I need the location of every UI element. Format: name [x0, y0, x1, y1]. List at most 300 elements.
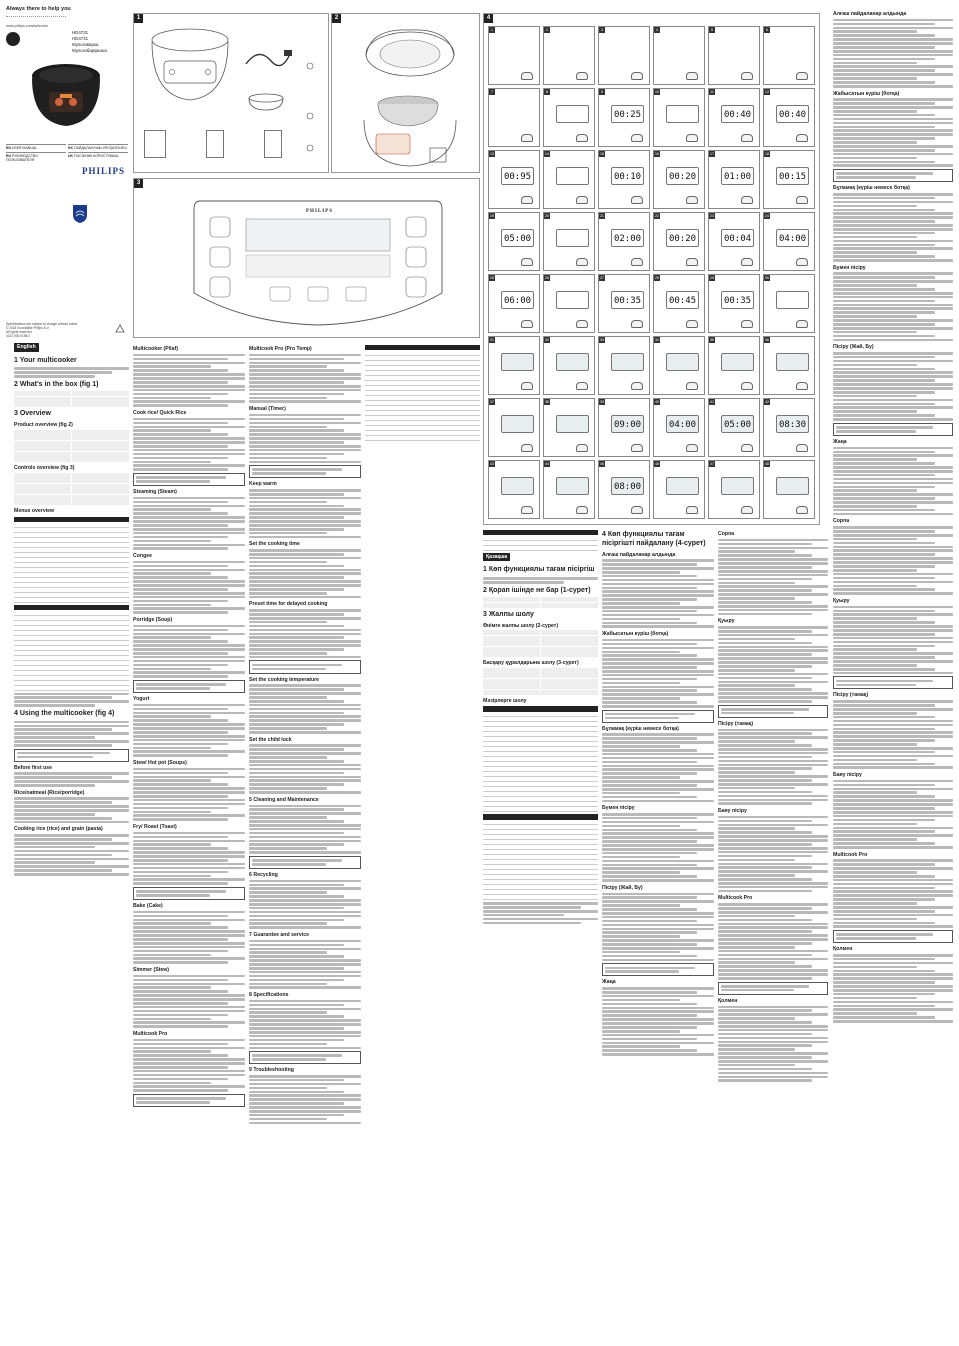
en-before-first-use: Before first use: [14, 764, 53, 771]
step-thumbnail: [653, 26, 705, 85]
section-heading: Сорпа: [833, 518, 850, 525]
display-readout: [556, 167, 589, 185]
lang-uk: UK ПОСІБНИК КОРИСТУВАЧА: [68, 152, 128, 158]
step-number: 17: [710, 152, 714, 156]
kk-menus-table-1: [483, 706, 598, 812]
display-readout: [611, 353, 644, 371]
section-heading: Сорпа: [718, 531, 735, 537]
display-readout: 00:10: [611, 167, 644, 185]
section-heading: Баяу пісіру: [833, 772, 862, 779]
display-readout: [611, 43, 644, 61]
en-product-overview: Product overview (fig 2): [14, 422, 73, 429]
finger-press-icon: [741, 258, 753, 266]
section-heading: Multicook Pro: [833, 851, 868, 858]
section-heading: Алғаш пайдаланар алдында: [833, 11, 907, 17]
display-readout: [776, 353, 809, 371]
step-number: 27: [600, 276, 604, 280]
finger-press-icon: [741, 444, 753, 452]
finger-press-icon: [576, 320, 588, 328]
finger-press-icon: [631, 72, 643, 80]
finger-press-icon: [796, 506, 808, 514]
step-thumbnail: [598, 150, 650, 209]
power-cord-drawing: [244, 44, 294, 74]
step-thumbnail: [708, 460, 760, 519]
kk-controls-overview: Басқару құралдарына шолу (3-сурет): [483, 660, 579, 667]
section-heading: Пісіру (Жай, Бу): [602, 884, 643, 891]
menus-table-1: [14, 517, 129, 603]
step-number: 33: [600, 338, 604, 342]
step-number: 8: [544, 89, 550, 95]
section-heading: Multicook Pro: [133, 1030, 168, 1037]
step-thumbnail: [708, 212, 760, 271]
finger-press-icon: [741, 72, 753, 80]
step-thumbnail-grid: [488, 26, 818, 522]
step-number: 1: [489, 27, 495, 33]
finger-press-icon: [631, 444, 643, 452]
finger-press-icon: [796, 382, 808, 390]
en-controls-overview: Controls overview (fig 3): [14, 465, 75, 472]
step-thumbnail: [543, 336, 595, 395]
display-readout: 00:35: [611, 291, 644, 309]
section-heading: Manual (Timer): [249, 406, 286, 413]
step-thumbnail: [543, 460, 595, 519]
step-number: 36: [765, 338, 769, 342]
philips-shield-icon: [72, 204, 88, 224]
step-number: 20: [545, 214, 549, 218]
note-box: [833, 423, 953, 436]
display-readout: [556, 353, 589, 371]
note-box: [133, 887, 245, 900]
section-heading: Multicooker (Pilaf): [133, 346, 178, 352]
step-number: 7: [489, 89, 495, 95]
step-thumbnail: [653, 88, 705, 147]
section-heading: Steaming (Steam): [133, 489, 177, 496]
figure-4-number: 4: [484, 14, 493, 23]
kazakh-col-1: [483, 528, 598, 1343]
section-heading: Multicook Pro (Pro Temp): [249, 346, 312, 352]
step-number: 12: [765, 90, 769, 94]
step-thumbnail: [488, 460, 540, 519]
step-number: 39: [600, 400, 604, 404]
display-readout: 02:00: [611, 229, 644, 247]
step-thumbnail: [708, 88, 760, 147]
display-readout: [556, 477, 589, 495]
display-readout: 04:00: [776, 229, 809, 247]
finger-press-icon: [686, 382, 698, 390]
step-number: 19: [490, 214, 494, 218]
section-heading: Жаңа: [833, 438, 847, 445]
section-heading: Preset time for delayed cooking: [249, 601, 328, 608]
step-number: 13: [490, 152, 494, 156]
display-readout: 00:40: [776, 105, 809, 123]
display-readout: [556, 415, 589, 433]
step-number: 15: [600, 152, 604, 156]
step-thumbnail: [653, 336, 705, 395]
kk-top-table: [483, 530, 598, 551]
display-readout: [556, 43, 589, 61]
step-thumbnail: [763, 26, 815, 85]
finger-press-icon: [631, 258, 643, 266]
display-readout: 08:00: [611, 477, 644, 495]
step-number: 44: [545, 462, 549, 466]
step-number: 10: [655, 90, 659, 94]
step-thumbnail: [543, 26, 595, 85]
finger-press-icon: [521, 72, 533, 80]
step-thumbnail: [543, 212, 595, 271]
step-thumbnail: [488, 336, 540, 395]
display-readout: [776, 477, 809, 495]
section-heading: Set the child lock: [249, 736, 292, 743]
step-number: 22: [655, 214, 659, 218]
display-readout: [666, 477, 699, 495]
product-kk: Мультибарқанша: [72, 47, 107, 53]
display-readout: [721, 477, 754, 495]
manual-booklet-1: [144, 130, 166, 158]
finger-press-icon: [741, 134, 753, 142]
step-thumbnail: [653, 398, 705, 457]
step-thumbnail: [598, 336, 650, 395]
step-number: 32: [545, 338, 549, 342]
finger-press-icon: [631, 320, 643, 328]
note-box: [249, 856, 361, 869]
step-number: 38: [545, 400, 549, 404]
finger-press-icon: [631, 382, 643, 390]
display-readout: 00:45: [666, 291, 699, 309]
cover-panel: [4, 4, 130, 339]
step-thumbnail: [543, 150, 595, 209]
note-box: [249, 1051, 361, 1064]
display-readout: [721, 43, 754, 61]
url: www.philips.com/welcome: [6, 24, 48, 28]
section-heading: Fry/ Roast (Toast): [133, 823, 177, 830]
section-heading: Жабысатын күріш (ботқа): [833, 90, 900, 97]
section-heading: 7 Guarantee and service: [249, 931, 309, 938]
step-number: 18: [765, 152, 769, 156]
note-box: [249, 660, 361, 673]
step-number: 26: [545, 276, 549, 280]
step-thumbnail: [708, 274, 760, 333]
step-number: 2: [544, 27, 550, 33]
step-number: 24: [765, 214, 769, 218]
step-thumbnail: [488, 398, 540, 457]
finger-press-icon: [631, 196, 643, 204]
finger-press-icon: [576, 134, 588, 142]
step-thumbnail: [488, 150, 540, 209]
figure-4-panel: [483, 13, 820, 525]
display-readout: [721, 353, 754, 371]
step-thumbnail: [598, 460, 650, 519]
finger-press-icon: [631, 506, 643, 514]
product-ru: Мультиварка: [72, 41, 99, 47]
step-thumbnail: [763, 88, 815, 147]
step-number: 25: [490, 276, 494, 280]
display-readout: [666, 105, 699, 123]
lang-kk: KK ПАЙДАЛАНУШЫ НҰСҚАУЛЫҒЫ: [68, 146, 127, 150]
english-col-1: [14, 343, 129, 1343]
step-thumbnail: [598, 274, 650, 333]
section-heading: Қуыру: [833, 597, 850, 604]
step-thumbnail: [653, 212, 705, 271]
exploded-view-drawing: [350, 24, 468, 170]
section-heading: Пісіру (Жай, Бу): [833, 344, 874, 351]
step-number: 42: [765, 400, 769, 404]
note-box: [718, 705, 828, 718]
qr-badge-icon: [6, 32, 20, 46]
section-heading: Пісіру (тамақ): [833, 692, 869, 699]
display-readout: 05:00: [721, 415, 754, 433]
finger-press-icon: [796, 320, 808, 328]
section-heading: Keep warm: [249, 481, 277, 488]
finger-press-icon: [521, 506, 533, 514]
display-readout: 08:30: [776, 415, 809, 433]
step-number: 37: [490, 400, 494, 404]
step-number: 5: [709, 27, 715, 33]
note-box: [602, 710, 714, 723]
step-number: 3: [599, 27, 605, 33]
finger-press-icon: [576, 506, 588, 514]
step-number: 28: [655, 276, 659, 280]
step-thumbnail: [598, 26, 650, 85]
inner-pot-drawing: [246, 92, 286, 112]
note-box: [133, 473, 245, 486]
section-heading: Алғаш пайдаланар алдында: [602, 551, 676, 558]
finger-press-icon: [686, 72, 698, 80]
reg-hint: [6, 16, 66, 22]
finger-press-icon: [741, 320, 753, 328]
menus-table-2: [14, 605, 129, 691]
finger-press-icon: [686, 506, 698, 514]
step-number: 47: [710, 462, 714, 466]
step-number: 46: [655, 462, 659, 466]
box-contents-table: [14, 391, 129, 407]
panel-brand-logo: PHILIPS: [306, 209, 334, 214]
section-heading: Қуыру: [718, 618, 735, 625]
step-thumbnail: [653, 150, 705, 209]
display-readout: 09:00: [611, 415, 644, 433]
section-heading: Баяу пісіру: [718, 808, 747, 815]
multicooker-drawing: [142, 26, 242, 106]
multicooker-product-image: [29, 62, 104, 130]
step-number: 29: [710, 276, 714, 280]
display-readout: 00:15: [776, 167, 809, 185]
step-number: 45: [600, 462, 604, 466]
section-heading: Қолмен: [833, 946, 853, 953]
display-readout: [666, 43, 699, 61]
lang-ru: RU РУКОВОДСТВО ПОЛЬЗОВАТЕЛЯ: [6, 152, 66, 163]
note-box: [133, 680, 245, 693]
lang-tab-kazakh: Қазақша: [483, 553, 510, 562]
step-number: 34: [655, 338, 659, 342]
kk-section-4: 4 Көп функциялы тағам пісіргішті пайдалану (4-сурет): [602, 531, 706, 547]
display-readout: 00:95: [501, 167, 534, 185]
display-readout: 06:00: [501, 291, 534, 309]
en-section-1: 1 Your multicooker: [14, 356, 77, 364]
en-cooking-rice: Cooking rice (rice) and grain (pasta): [14, 826, 103, 833]
kk-section-1: 1 Көп функциялы тағам пісіргіш: [483, 566, 595, 574]
display-readout: 00:40: [721, 105, 754, 123]
display-readout: 00:04: [721, 229, 754, 247]
finger-press-icon: [576, 382, 588, 390]
display-readout: [556, 229, 589, 247]
step-number: 48: [765, 462, 769, 466]
display-readout: [776, 43, 809, 61]
kk-menus-table-2: [483, 814, 598, 900]
step-thumbnail: [653, 274, 705, 333]
en-section-2: 2 What's in the box (fig 1): [14, 380, 99, 388]
display-readout: [666, 353, 699, 371]
note-box: [833, 676, 953, 689]
section-heading: Bake (Cake): [133, 902, 163, 909]
step-thumbnail: [598, 88, 650, 147]
legal-block: Specifications are subject to change without notice © 2018 Koninklijke Philips N.V. All rights reserved. 4222.005.0198.3: [6, 322, 78, 339]
lang-tab-english: English: [14, 343, 39, 352]
section-heading: Бұламақ (күріш немесе ботқа): [602, 725, 679, 732]
step-thumbnail: [708, 336, 760, 395]
section-heading: Simmer (Stew): [133, 966, 170, 973]
step-thumbnail: [488, 26, 540, 85]
step-thumbnail: [488, 88, 540, 147]
section-heading: Cook rice/ Quick Rice: [133, 409, 187, 416]
section-heading: Yogurt: [133, 696, 150, 702]
finger-press-icon: [521, 196, 533, 204]
finger-press-icon: [686, 320, 698, 328]
display-readout: [556, 105, 589, 123]
figure-3-panel: [133, 178, 480, 338]
kk-menus-overview: Мәзірлерге шолу: [483, 697, 527, 704]
note-box: [833, 169, 953, 182]
model-2: HD4741: [72, 35, 89, 41]
step-thumbnail: [708, 398, 760, 457]
en-section-3: 3 Overview: [14, 410, 51, 418]
finger-press-icon: [576, 258, 588, 266]
step-thumbnail: [598, 212, 650, 271]
step-number: 41: [710, 400, 714, 404]
finger-press-icon: [521, 320, 533, 328]
display-readout: [556, 291, 589, 309]
finger-press-icon: [796, 444, 808, 452]
kazakh-col-4: [833, 8, 953, 1343]
step-thumbnail: [708, 26, 760, 85]
step-thumbnail: [543, 88, 595, 147]
display-readout: 05:00: [501, 229, 534, 247]
section-heading: 6 Recycling: [249, 871, 278, 878]
step-number: 6: [764, 27, 770, 33]
step-thumbnail: [708, 150, 760, 209]
figure-2-number: 2: [332, 14, 341, 23]
figure-1-number: 1: [134, 14, 143, 23]
display-readout: 00:20: [666, 167, 699, 185]
section-heading: Жаңа: [602, 979, 616, 986]
finger-press-icon: [576, 196, 588, 204]
callout-markers: [294, 22, 326, 172]
figure-3-number: 3: [134, 179, 143, 188]
step-thumbnail: [763, 336, 815, 395]
model-1: HD4731: [72, 30, 89, 35]
step-number: 43: [490, 462, 494, 466]
section-heading: Porridge (Soup): [133, 616, 173, 623]
controls-table: [14, 473, 129, 506]
step-number: 40: [655, 400, 659, 404]
note-box: [249, 465, 361, 478]
en-menus-overview: Menus overview: [14, 508, 55, 515]
section-heading: Бумен пісіру: [602, 805, 635, 812]
finger-press-icon: [521, 258, 533, 266]
section-heading: Қолмен: [718, 997, 738, 1004]
step-number: 35: [710, 338, 714, 342]
step-number: 30: [765, 276, 769, 280]
finger-press-icon: [576, 444, 588, 452]
troubleshooting-table: [365, 345, 480, 441]
step-number: 21: [600, 214, 604, 218]
note-box: [133, 1094, 245, 1107]
section-heading: Stew/ Hot pot (Soups): [133, 759, 187, 766]
step-number: 14: [545, 152, 549, 156]
finger-press-icon: [631, 134, 643, 142]
section-heading: Set the cooking time: [249, 541, 300, 548]
figure-1-panel: [133, 13, 329, 173]
step-number: 31: [490, 338, 494, 342]
kk-section-2: 2 Қорап ішінде не бар (1-сурет): [483, 586, 591, 594]
section-heading: Жабысатын күріш (ботқа): [602, 631, 669, 638]
section-heading: Set the cooking temperature: [249, 676, 320, 683]
recycle-icon: [114, 324, 126, 334]
finger-press-icon: [796, 72, 808, 80]
display-readout: [501, 353, 534, 371]
step-thumbnail: [763, 274, 815, 333]
step-thumbnail: [543, 398, 595, 457]
note-box: [718, 982, 828, 995]
finger-press-icon: [686, 196, 698, 204]
finger-press-icon: [796, 134, 808, 142]
display-readout: 00:20: [666, 229, 699, 247]
step-thumbnail: [763, 150, 815, 209]
finger-press-icon: [521, 382, 533, 390]
english-col-4: [365, 343, 480, 523]
english-col-3: [249, 343, 361, 1343]
tagline: Always there to help you: [6, 6, 71, 12]
display-readout: [501, 415, 534, 433]
model-block: [72, 30, 107, 54]
note-box: [602, 963, 714, 976]
step-number: 23: [710, 214, 714, 218]
manual-booklet-2: [206, 130, 224, 158]
display-readout: [776, 291, 809, 309]
section-heading: Congee: [133, 552, 153, 559]
section-heading: Бумен пісіру: [833, 264, 866, 271]
finger-press-icon: [796, 258, 808, 266]
finger-press-icon: [686, 134, 698, 142]
kazakh-col-3: [718, 528, 828, 1343]
display-readout: [501, 477, 534, 495]
finger-press-icon: [741, 506, 753, 514]
step-thumbnail: [763, 398, 815, 457]
kazakh-col-2: [602, 528, 714, 1343]
step-thumbnail: [488, 212, 540, 271]
step-number: 9: [599, 89, 605, 95]
step-number: 11: [710, 90, 714, 94]
section-heading: Пісіру (тамақ): [718, 720, 754, 727]
kk-product-overview: Өнімге жалпы шолу (2-сурет): [483, 622, 559, 629]
philips-logo: PHILIPS: [82, 166, 126, 176]
step-number: 4: [654, 27, 660, 33]
finger-press-icon: [741, 382, 753, 390]
step-thumbnail: [763, 460, 815, 519]
kk-section-3: 3 Жалпы шолу: [483, 610, 534, 618]
en-section-4: 4 Using the multicooker (fig 4): [14, 709, 115, 717]
display-readout: 00:25: [611, 105, 644, 123]
finger-press-icon: [686, 258, 698, 266]
en-rice-porridge: Rice/oatmeal (Rice/porridge): [14, 789, 85, 796]
